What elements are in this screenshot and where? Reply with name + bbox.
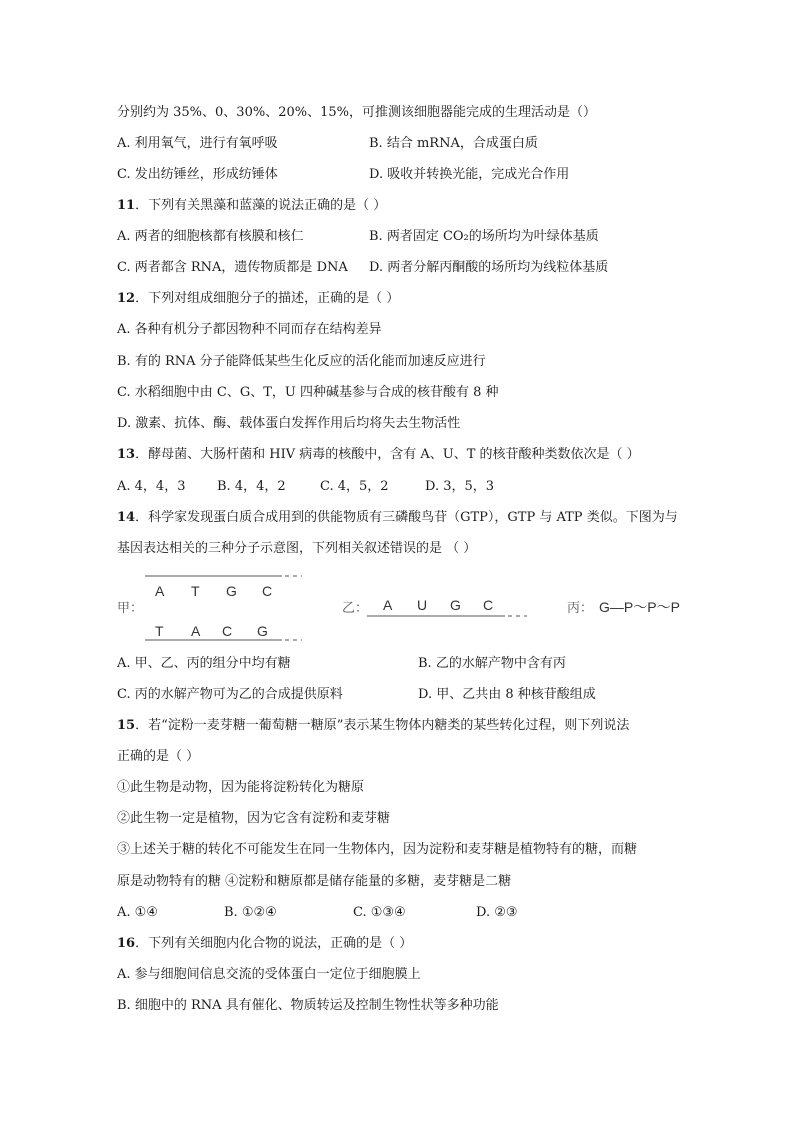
- q15-statement-3: ③上述关于糖的转化不可能发生在同一生物体内，因为淀粉和麦芽糖是植物特有的糖，而糖: [117, 842, 638, 857]
- jia-bottom-base-4: G: [257, 623, 268, 639]
- jia-top-base-4: C: [262, 583, 273, 599]
- molecule-diagram: [117, 566, 707, 644]
- q11-number: 11: [117, 198, 136, 213]
- q13-number: 13: [117, 447, 136, 462]
- jia-top-base-3: G: [226, 583, 237, 599]
- yi-base-4: C: [483, 597, 494, 613]
- q15-option-a: A. ①④: [117, 905, 158, 920]
- q13-option-c: C. 4，5，2: [320, 479, 389, 494]
- q14-number: 14: [117, 510, 136, 525]
- q11-option-d: D. 两者分解丙酮酸的场所均为线粒体基质: [369, 260, 609, 275]
- q12-option-a: A. 各种有机分子都因物种不同而存在结构差异: [117, 322, 382, 337]
- q12-stem: [117, 290, 399, 308]
- q10-option-b: B. 结合 mRNA，合成蛋白质: [369, 136, 538, 151]
- q15-statement-1: ①此生物是动物，因为能将淀粉转化为糖原: [117, 780, 365, 795]
- q14-option-a: A. 甲、乙、丙的组分中均有糖: [117, 656, 291, 671]
- q14-stem-line2: 基因表达相关的三种分子示意图，下列相关叙述错误的是 （ ）: [117, 541, 477, 556]
- jia-bottom-base-3: C: [222, 623, 233, 639]
- q15-option-b: B. ①②④: [224, 905, 277, 920]
- jia-bottom-base-1: T: [155, 623, 164, 639]
- q13-option-a: A. 4，4，3: [117, 479, 186, 494]
- bing-formula: G—P～P～P: [599, 599, 680, 615]
- q15-text: ．若“淀粉一麦芽糖一葡萄糖一糖原”表示某生物体内糖类的某些转化过程，则下列说法: [135, 718, 630, 733]
- q14-option-d: D. 甲、乙共由 8 种核苷酸组成: [418, 687, 596, 702]
- q15-stem: [117, 717, 629, 735]
- q10-option-c: C. 发出纺锤丝，形成纺锤体: [117, 167, 278, 182]
- jia-bottom-base-2: A: [191, 623, 201, 639]
- q13-option-d: D. 3，5，3: [425, 479, 495, 494]
- q12-text: ．下列对组成细胞分子的描述，正确的是（ ）: [135, 291, 400, 306]
- q16-text: ．下列有关细胞内化合物的说法，正确的是（ ）: [135, 936, 413, 951]
- yi-label: 乙：: [342, 601, 369, 616]
- q16-option-b: B. 细胞中的 RNA 具有催化、物质转运及控制生物性状等多种功能: [117, 998, 499, 1013]
- yi-base-3: G: [450, 597, 461, 613]
- q15-statement-2: ②此生物一定是植物，因为它含有淀粉和麦芽糖: [117, 811, 391, 826]
- q11-option-a: A. 两者的细胞核都有核膜和核仁: [117, 229, 304, 244]
- q16-option-a: A. 参与细胞间信息交流的受体蛋白一定位于细胞膜上: [117, 967, 421, 982]
- q12-option-d: D. 激素、抗体、酶、载体蛋白发挥作用后均将失去生物活性: [117, 416, 461, 431]
- bing-label: 丙：: [567, 601, 594, 616]
- q15-option-d: D. ②③: [476, 905, 518, 920]
- q14-stem: [117, 509, 678, 527]
- q16-stem: [117, 935, 412, 953]
- q11-stem: [117, 197, 386, 215]
- q10-stem-end: 分别约为 35%、0、30%、20%、15%，可推测该细胞器能完成的生理活动是（）: [117, 105, 596, 120]
- q13-option-b: B. 4，4，2: [217, 479, 286, 494]
- q11-text: ．下列有关黑藻和蓝藻的说法正确的是（ ）: [135, 198, 387, 213]
- q11-option-c: C. 两者都含 RNA，遗传物质都是 DNA: [117, 260, 348, 275]
- q13-stem: [117, 446, 640, 464]
- q15-stem-line2: 正确的是（ ）: [117, 749, 200, 764]
- q10-option-a: A. 利用氧气，进行有氧呼吸: [117, 136, 278, 151]
- q15-number: 15: [117, 718, 136, 733]
- q10-option-d: D. 吸收并转换光能，完成光合作用: [369, 167, 570, 182]
- jia-top-base-1: A: [155, 583, 165, 599]
- q14-text: ．科学家发现蛋白质合成用到的供能物质有三磷酸鸟苷（GTP），GTP 与 ATP 类似。下图为与: [135, 510, 678, 525]
- q11-option-b: B. 两者固定 CO₂的场所均为叶绿体基质: [369, 229, 599, 244]
- q13-text: ．酵母菌、大肠杆菌和 HIV 病毒的核酸中，含有 A、U、T 的核苷酸种类数依次是（ ）: [135, 447, 640, 462]
- q15-option-c: C. ①③④: [353, 905, 406, 920]
- q14-option-b: B. 乙的水解产物中含有丙: [418, 656, 566, 671]
- q12-option-c: C. 水稻细胞中由 C、G、T，U 四种碱基参与合成的核苷酸有 8 种: [117, 385, 499, 400]
- jia-label: 甲：: [117, 601, 144, 616]
- jia-top-base-2: T: [191, 583, 200, 599]
- q12-option-b: B. 有的 RNA 分子能降低某些生化反应的活化能而加速反应进行: [117, 354, 486, 369]
- q12-number: 12: [117, 291, 136, 306]
- yi-base-2: U: [417, 597, 428, 613]
- q14-option-c: C. 丙的水解产物可为乙的合成提供原料: [117, 687, 343, 702]
- q16-number: 16: [117, 936, 136, 951]
- yi-base-1: A: [383, 597, 393, 613]
- q15-statement-3-4: 原是动物特有的糖 ④淀粉和糖原都是储存能量的多糖，麦芽糖是二糖: [117, 874, 512, 889]
